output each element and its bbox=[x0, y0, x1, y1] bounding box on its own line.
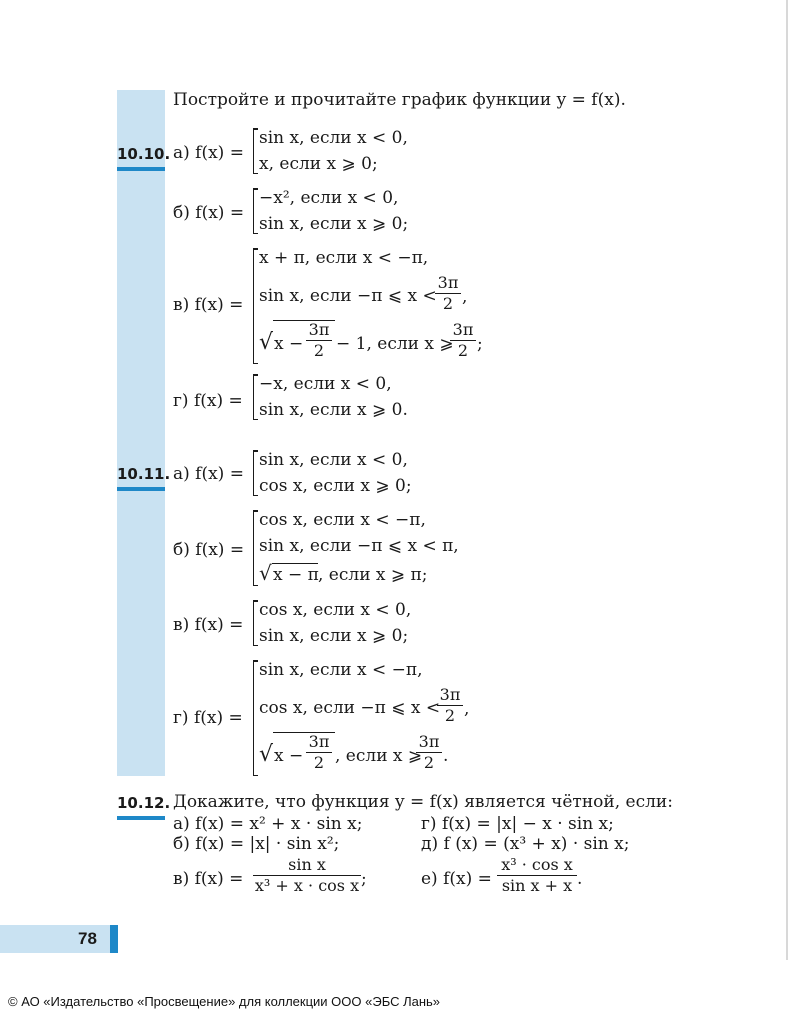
label-g: г) f(x) = bbox=[173, 391, 243, 411]
case-line: sin x, если x ⩾ 0; bbox=[259, 626, 409, 646]
fraction: 3π 2 bbox=[306, 321, 332, 360]
case-line: sin x, если −π ⩽ x < bbox=[259, 286, 437, 306]
piecewise-brace bbox=[253, 660, 254, 776]
case-line: cos x, если x < 0, bbox=[259, 600, 412, 620]
problem-number-10-11: 10.11. bbox=[117, 465, 170, 483]
intro-text: Постройте и прочитайте график функции y = f(x). bbox=[173, 90, 626, 110]
piecewise-brace bbox=[253, 600, 254, 646]
copyright-notice: © АО «Издательство «Просвещение» для коллекции ООО «ЭБС Лань» bbox=[8, 994, 441, 1009]
fraction: 3π 2 bbox=[435, 274, 461, 313]
fraction: 3π 2 bbox=[306, 733, 332, 772]
task-v-label: в) f(x) = bbox=[173, 869, 244, 889]
sqrt-bar bbox=[272, 563, 318, 564]
problem-number-10-12: 10.12. bbox=[117, 794, 170, 812]
problem-statement: Докажите, что функция y = f(x) является чётной, если: bbox=[173, 792, 673, 812]
punct: . bbox=[577, 869, 583, 889]
page-number: 78 bbox=[78, 929, 97, 948]
label-b: б) f(x) = bbox=[173, 540, 245, 560]
case-line: cos x, если −π ⩽ x < bbox=[259, 698, 441, 718]
case-line: sin x, если x < −π, bbox=[259, 660, 423, 680]
label-a: а) f(x) = bbox=[173, 143, 244, 163]
fraction: 3π 2 bbox=[437, 686, 463, 725]
case-line: x − bbox=[274, 334, 304, 354]
case-line: sin x, если −π ⩽ x < π, bbox=[259, 536, 459, 556]
case-line: x − bbox=[274, 746, 304, 766]
sqrt-sign: √ bbox=[259, 330, 274, 355]
piecewise-brace bbox=[253, 188, 254, 234]
page-number-marker bbox=[110, 925, 118, 953]
piecewise-brace bbox=[253, 248, 254, 364]
problem-number-10-10: 10.10. bbox=[117, 145, 170, 163]
punct: ; bbox=[477, 334, 483, 354]
task-e-label: е) f(x) = bbox=[421, 869, 492, 889]
case-line: x, если x ⩾ 0; bbox=[259, 154, 378, 174]
margin-strip bbox=[117, 90, 165, 776]
piecewise-brace bbox=[253, 374, 254, 420]
fraction: 3π 2 bbox=[450, 321, 476, 360]
case-line: −x, если x < 0, bbox=[259, 374, 392, 394]
case-line: cos x, если x < −π, bbox=[259, 510, 426, 530]
case-line: −x², если x < 0, bbox=[259, 188, 399, 208]
punct: , bbox=[464, 699, 470, 719]
fraction: 3π 2 bbox=[416, 733, 442, 772]
label-g: г) f(x) = bbox=[173, 708, 243, 728]
task-b: б) f(x) = |x| · sin x²; bbox=[173, 834, 340, 854]
task-a: а) f(x) = x² + x · sin x; bbox=[173, 814, 363, 834]
label-b: б) f(x) = bbox=[173, 203, 245, 223]
punct: , bbox=[462, 287, 468, 307]
case-line: sin x, если x ⩾ 0. bbox=[259, 400, 408, 420]
case-line: sin x, если x < 0, bbox=[259, 128, 408, 148]
label-v: в) f(x) = bbox=[173, 295, 244, 315]
piecewise-brace bbox=[253, 510, 254, 586]
piecewise-brace bbox=[253, 450, 254, 496]
case-line: cos x, если x ⩾ 0; bbox=[259, 476, 412, 496]
label-a: а) f(x) = bbox=[173, 464, 244, 484]
sqrt-sign: √ bbox=[259, 742, 274, 767]
page-edge-line bbox=[786, 0, 788, 960]
case-line: sin x, если x ⩾ 0; bbox=[259, 214, 409, 234]
task-g: г) f(x) = |x| − x · sin x; bbox=[421, 814, 614, 834]
piecewise-brace bbox=[253, 128, 254, 174]
case-line: , если x ⩾ bbox=[335, 746, 423, 766]
case-line: sin x, если x < 0, bbox=[259, 450, 408, 470]
sqrt-sign: √ bbox=[259, 561, 272, 585]
case-line: , если x ⩾ π; bbox=[318, 565, 428, 585]
case-line: x − π bbox=[273, 565, 319, 585]
task-d: д) f (x) = (x³ + x) · sin x; bbox=[421, 834, 630, 854]
fraction: x³ · cos x sin x + x bbox=[497, 856, 577, 895]
punct: ; bbox=[361, 869, 367, 889]
fraction: sin x x³ + x · cos x bbox=[254, 855, 360, 895]
case-line: − 1, если x ⩾ bbox=[336, 334, 454, 354]
label-v: в) f(x) = bbox=[173, 615, 244, 635]
punct: . bbox=[443, 746, 449, 766]
case-line: x + π, если x < −π, bbox=[259, 248, 429, 268]
